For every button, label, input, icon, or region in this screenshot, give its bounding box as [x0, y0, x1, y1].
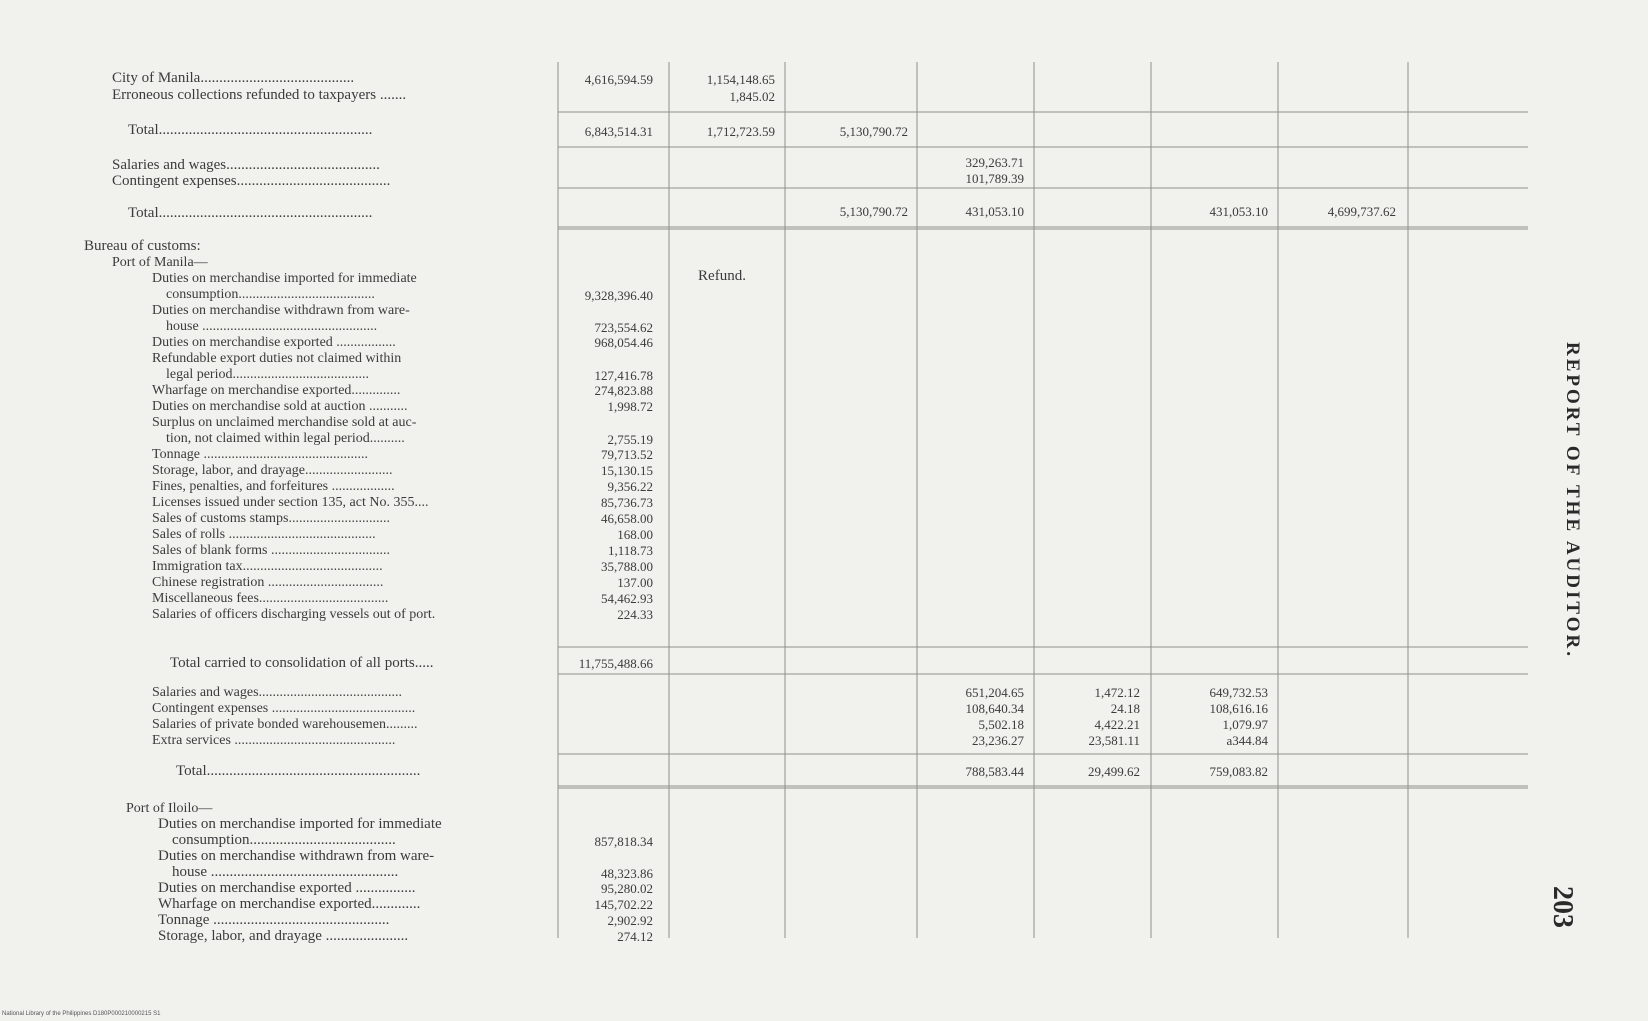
- row-label-continued: house ..................................................: [172, 864, 399, 880]
- cell-value: 23,581.11: [1088, 733, 1140, 748]
- cell-value: 79,713.52: [601, 447, 653, 462]
- cell-value: 1,472.12: [1094, 685, 1140, 700]
- row-label: Sales of rolls ..........................................: [152, 527, 376, 542]
- cell-value: 101,789.39: [965, 171, 1024, 186]
- cell-value: 857,818.34: [594, 834, 653, 849]
- port-heading: Port of Manila—: [112, 255, 208, 270]
- row-label: Surplus on unclaimed merchandise sold at auc-: [152, 415, 417, 430]
- cell-value: 85,736.73: [601, 495, 653, 510]
- row-label-continued: consumption.......................................: [172, 832, 396, 848]
- total-value: 1,712,723.59: [706, 124, 775, 139]
- row-label: Duties on merchandise imported for immediate: [158, 816, 442, 832]
- cell-value: 23,236.27: [972, 733, 1024, 748]
- row-label: Storage, labor, and drayage.........................: [152, 463, 393, 478]
- total-value: 788,583.44: [965, 764, 1024, 779]
- row-label-continued: house ..................................................: [166, 319, 378, 334]
- cell-value: 4,616,594.59: [584, 72, 653, 87]
- row-label: Storage, labor, and drayage ......................: [158, 928, 409, 944]
- row-label: Contingent expenses.........................................: [112, 173, 391, 189]
- refund-column-heading: Refund.: [698, 268, 746, 284]
- row-label: Miscellaneous fees.....................................: [152, 591, 389, 606]
- row-label: Erroneous collections refunded to taxpayers .......: [112, 87, 407, 103]
- row-label: Duties on merchandise imported for immediate: [152, 271, 417, 286]
- row-label: Wharfage on merchandise exported.............: [158, 896, 421, 912]
- cell-value: 168.00: [617, 527, 653, 542]
- running-head: REPORT OF THE AUDITOR.: [1562, 341, 1583, 659]
- row-label: Immigration tax........................................: [152, 559, 383, 574]
- cell-value: 651,204.65: [965, 685, 1024, 700]
- total-label: Total.........................................................: [128, 205, 373, 221]
- row-label-continued: tion, not claimed within legal period..........: [166, 431, 405, 446]
- row-label: Duties on merchandise sold at auction ...........: [152, 399, 408, 414]
- row-label: Duties on merchandise withdrawn from ware-: [158, 848, 435, 864]
- row-label-continued: legal period.......................................: [166, 367, 369, 382]
- cell-value: 2,755.19: [607, 432, 653, 447]
- row-label: Chinese registration .................................: [152, 575, 384, 590]
- cell-value: 35,788.00: [601, 559, 653, 574]
- row-label: Sales of customs stamps.............................: [152, 511, 390, 526]
- section-heading: Bureau of customs:: [84, 238, 201, 254]
- cell-value: 649,732.53: [1209, 685, 1268, 700]
- cell-value: 1,118.73: [607, 543, 653, 558]
- cell-value: 54,462.93: [601, 591, 653, 606]
- row-label: Sales of blank forms ..................................: [152, 543, 390, 558]
- cell-value: 137.00: [617, 575, 653, 590]
- total-value: 5,130,790.72: [839, 204, 908, 219]
- row-label: Contingent expenses .........................................: [152, 701, 416, 716]
- cell-value: 4,422.21: [1094, 717, 1140, 732]
- cell-value: 1,998.72: [607, 399, 653, 414]
- row-label: Duties on merchandise withdrawn from ware-: [152, 303, 410, 318]
- row-label: Salaries of private bonded warehousemen.........: [152, 717, 418, 732]
- cell-value: a344.84: [1226, 733, 1268, 748]
- cell-value: 9,328,396.40: [584, 288, 653, 303]
- row-label: Salaries and wages.........................................: [152, 685, 403, 700]
- cell-value: 24.18: [1110, 701, 1140, 716]
- total-label: Total carried to consolidation of all ports.....: [170, 655, 434, 671]
- row-label: Duties on merchandise exported .................: [152, 335, 396, 350]
- total-value: 431,053.10: [1209, 204, 1268, 219]
- total-label: Total.........................................................: [176, 763, 421, 779]
- cell-value: 968,054.46: [594, 335, 653, 350]
- cell-value: 2,902.92: [607, 913, 653, 928]
- cell-value: 5,502.18: [978, 717, 1024, 732]
- row-label: Wharfage on merchandise exported..............: [152, 383, 401, 398]
- cell-value: 224.33: [617, 607, 653, 622]
- cell-value: 48,323.86: [601, 866, 653, 881]
- cell-value: 95,280.02: [601, 881, 653, 896]
- cell-value: 9,356.22: [607, 479, 653, 494]
- row-label: Duties on merchandise exported ................: [158, 880, 416, 896]
- total-value: 11,755,488.66: [578, 656, 653, 671]
- page-number: 203: [1547, 886, 1578, 928]
- row-label: Licenses issued under section 135, act No. 355....: [152, 495, 429, 510]
- cell-value: 1,079.97: [1222, 717, 1268, 732]
- cell-value: 274.12: [617, 929, 653, 944]
- row-label: Extra services ..............................................: [152, 733, 396, 748]
- cell-value: 723,554.62: [594, 320, 653, 335]
- port-heading: Port of Iloilo—: [126, 801, 213, 816]
- cell-value: 15,130.15: [601, 463, 653, 478]
- cell-value: 1,154,148.65: [706, 72, 775, 87]
- total-value: 29,499.62: [1088, 764, 1140, 779]
- cell-value: 127,416.78: [594, 368, 653, 383]
- cell-value: 46,658.00: [601, 511, 653, 526]
- total-value: 6,843,514.31: [584, 124, 653, 139]
- total-value: 5,130,790.72: [839, 124, 908, 139]
- row-label: Tonnage ...............................................: [158, 912, 390, 928]
- row-label: City of Manila.........................................: [112, 70, 355, 86]
- cell-value: 145,702.22: [594, 897, 653, 912]
- scan-footer-note: National Library of the Philippines D180P000210000215 S1: [2, 1011, 161, 1017]
- cell-value: 108,616.16: [1209, 701, 1268, 716]
- row-label: Fines, penalties, and forfeitures ..................: [152, 479, 395, 494]
- cell-value: 329,263.71: [965, 155, 1024, 170]
- cell-value: 1,845.02: [729, 89, 775, 104]
- row-label-continued: consumption.......................................: [166, 287, 375, 302]
- total-value: 4,699,737.62: [1327, 204, 1396, 219]
- cell-value: 274,823.88: [594, 383, 653, 398]
- row-label: Tonnage ...............................................: [152, 447, 369, 462]
- row-label: Salaries of officers discharging vessels out of port.: [152, 607, 436, 622]
- row-label: Refundable export duties not claimed within: [152, 351, 402, 366]
- total-label: Total.........................................................: [128, 122, 373, 138]
- total-value: 431,053.10: [965, 204, 1024, 219]
- row-label: Salaries and wages.........................................: [112, 157, 380, 173]
- total-value: 759,083.82: [1209, 764, 1268, 779]
- cell-value: 108,640.34: [965, 701, 1024, 716]
